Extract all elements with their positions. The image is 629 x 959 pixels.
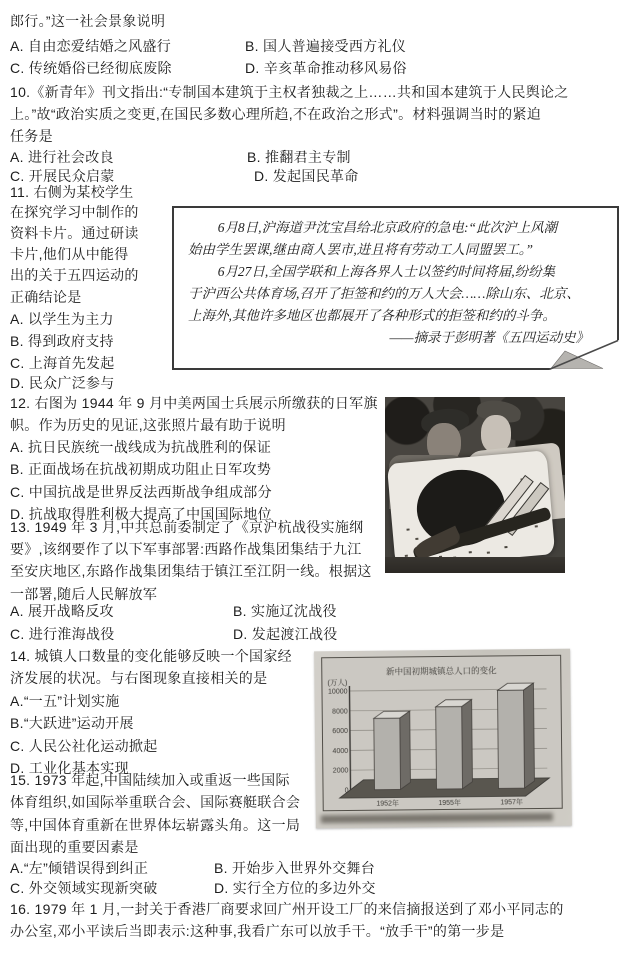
q14-stem-line: 济发展的状况。与右图现象直接相关的是: [10, 670, 268, 686]
q14-option-a: A.“一五”计划实施: [10, 693, 120, 709]
q14-option-b: B.“大跃进”运动开展: [10, 715, 134, 731]
q15-option-b: B. 开始步入世界外交舞台: [214, 860, 376, 876]
q15-option-c: C. 外交领域实现新突破: [10, 880, 158, 896]
q11-option-b: B. 得到政府支持: [10, 333, 114, 349]
q11-stem-line: 正确结论是: [10, 289, 82, 305]
y-tick: 4000: [332, 747, 349, 756]
blurred-caption: [321, 813, 553, 823]
page-curl-icon: [549, 340, 619, 370]
source-card: [172, 206, 619, 370]
q9-option-a: A. 自由恋爱结婚之风盛行: [10, 38, 172, 54]
y-tick: 0: [344, 787, 349, 795]
card-line: 于沪西公共体育场,召开了拒签和约的万人大会……除山东、北京、: [188, 286, 580, 301]
y-tick: 8000: [332, 708, 348, 716]
card-line: 6月27日,全国学联和上海各界人士以签约时间将届,纷纷集: [217, 264, 556, 279]
card-line: 始由学生罢课,继由商人罢市,进且将有劳动工人同盟罢工。”: [188, 242, 534, 257]
q13-option-b: B. 实施辽沈战役: [233, 603, 337, 619]
y-tick: 10000: [328, 688, 348, 696]
q15-stem-line: 15. 1973 年起,中国陆续加入或重返一些国际: [10, 772, 290, 788]
q15-stem-line: 面出现的重要因素是: [10, 839, 139, 855]
q11-option-d: D. 民众广泛参与: [10, 375, 115, 391]
q14-option-c: C. 人民公社化运动掀起: [10, 738, 158, 754]
q10-stem-line: 任务是: [10, 128, 53, 144]
urban-population-bar-chart: [322, 656, 562, 810]
chart-bar: [497, 683, 534, 788]
q11-stem-line: 资料卡片。通过研读: [10, 225, 139, 241]
q14-stem-line: 14. 城镇人口数量的变化能够反映一个国家经: [10, 648, 292, 664]
q13-stem-line: 一部署,随后人民解放军: [10, 586, 158, 602]
captured-flag-photo: [385, 397, 565, 573]
q16-stem-line: 办公室,邓小平读后当即表示:这种事,我看广东可以放手干。“放手干”的第一步是: [10, 923, 505, 939]
q10-option-a: A. 进行社会改良: [10, 149, 114, 165]
y-tick: 6000: [332, 728, 348, 736]
q11-option-c: C. 上海首先发起: [10, 355, 115, 371]
chart-bar: [374, 711, 411, 790]
q12-stem-line: 12. 右图为 1944 年 9 月中美两国士兵展示所缴获的日军旗: [10, 395, 378, 411]
chart-frame: [321, 655, 563, 812]
card-attribution: ——摘录于彭明著《五四运动史》: [389, 330, 589, 345]
q13-option-c: C. 进行淮海战役: [10, 626, 115, 642]
q9-option-b: B. 国人普遍接受西方礼仪: [245, 38, 407, 54]
q13-stem-line: 要》,该纲要作了以下军事部署:西路作战集团集结于九江: [10, 541, 362, 557]
y-tick-labels: [328, 688, 349, 794]
q10-stem-line: 10.《新青年》刊文指出:“专制国本建筑于主权者独裁之上……共和国本建筑于人民舆论之: [10, 84, 569, 100]
q12-option-b: B. 正面战场在抗战初期成功阻止日军攻势: [10, 461, 272, 477]
q11-stem-line: 卡片,他们从中能得: [10, 246, 129, 262]
chart-y-axis-label: (万人): [327, 677, 348, 688]
q10-option-b: B. 推翻君主专制: [247, 149, 351, 165]
q15-option-d: D. 实行全方位的多边外交: [214, 880, 376, 896]
q9-option-c: C. 传统婚俗已经彻底废除: [10, 60, 172, 76]
q9-option-d: D. 辛亥革命推动移风易俗: [245, 60, 407, 76]
q11-stem-line: 出的关于五四运动的: [10, 267, 139, 283]
y-axis: [349, 686, 350, 791]
q15-option-a: A.“左”倾错误得到纠正: [10, 860, 149, 876]
q11-stem-line: 在探究学习中制作的: [10, 204, 139, 220]
q13-stem-line: 至安庆地区,东路作战集团集结于镇江至江阴一线。根据这: [10, 563, 372, 579]
q10-stem-line: 上。”故“政治实质之变更,在国民多数心理所趋,不在政治之形式”。材料强调当时的紧迫: [10, 106, 542, 122]
q12-option-c: C. 中国抗战是世界反法西斯战争组成部分: [10, 484, 272, 500]
chart-title: 新中国初期城镇总人口的变化: [385, 665, 497, 677]
chart-bar: [436, 700, 473, 790]
x-tick: 1955年: [438, 799, 462, 808]
q12-stem-line: 帜。作为历史的见证,这张照片最有助于说明: [10, 417, 286, 433]
flag-signature-marks: [406, 528, 409, 530]
x-tick: 1952年: [376, 800, 400, 808]
q15-stem-line: 等,中国体育重新在世界体坛崭露头角。这一局: [10, 817, 301, 833]
x-tick-labels: [376, 797, 523, 808]
q10-option-c: C. 开展民众启蒙: [10, 168, 115, 184]
q13-stem-line: 13. 1949 年 3 月,中共总前委制定了《京沪杭战役实施纲: [10, 519, 364, 535]
photo-ground: [385, 557, 565, 573]
q12-option-a: A. 抗日民族统一战线成为抗战胜利的保证: [10, 439, 272, 455]
q10-option-d: D. 发起国民革命: [254, 168, 359, 184]
q12-option-d: D. 抗战取得胜利极大提高了中国国际地位: [10, 506, 272, 522]
q11-stem-line: 11. 右侧为某校学生: [10, 184, 134, 200]
q16-stem-line: 16. 1979 年 1 月,一封关于香港厂商要求回广州开设工厂的来信摘报送到了邓小平同志的: [10, 901, 564, 917]
population-chart-scan: [314, 649, 572, 829]
q11-option-a: A. 以学生为主力: [10, 311, 114, 327]
x-tick: 1957年: [500, 799, 524, 807]
card-line: 上海外,其他许多地区也都展开了各种形式的拒签和约的斗争。: [188, 308, 556, 323]
q15-stem-line: 体育组织,如国际举重联合会、国际赛艇联合会: [10, 794, 301, 810]
card-line: 6月8日,沪海道尹沈宝昌给北京政府的急电:“此次沪上风潮: [217, 220, 558, 235]
q13-option-a: A. 展开战略反攻: [10, 603, 114, 619]
q9-stem-tail: 郎行。”这一社会景象说明: [10, 13, 166, 29]
y-tick: 2000: [332, 767, 349, 775]
q13-option-d: D. 发起渡江战役: [233, 626, 338, 642]
q14-option-d: D. 工业化基本实现: [10, 760, 129, 776]
